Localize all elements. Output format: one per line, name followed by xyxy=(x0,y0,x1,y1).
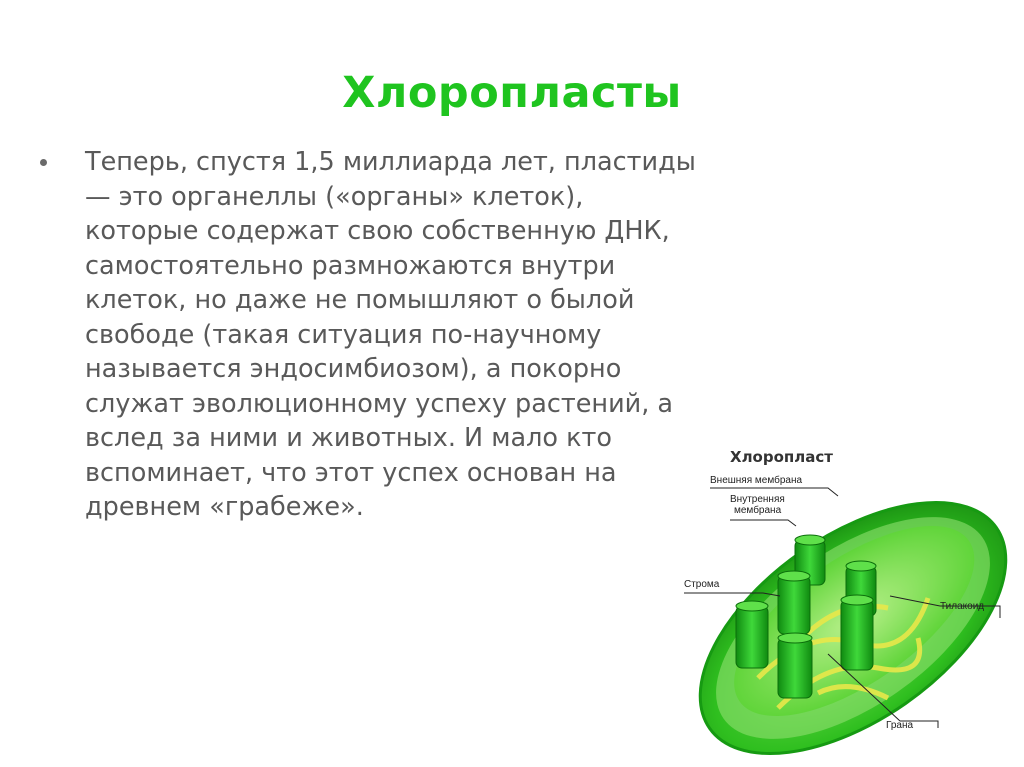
label-thylakoid: Тилакоид xyxy=(940,601,985,612)
label-inner-membrane-2: мембрана xyxy=(734,505,782,516)
bullet-text xyxy=(85,145,696,525)
label-outer-membrane: Внешняя мембрана xyxy=(710,475,803,486)
bullet-line: — это органеллы («органы» клеток), xyxy=(85,181,584,212)
label-inner-membrane-1: Внутренняя xyxy=(730,494,785,505)
bullet-line: свободе (такая ситуация по-научному xyxy=(85,319,602,350)
bullet-line: вслед за ними и животных. И мало кто xyxy=(85,423,612,453)
label-stroma: Строма xyxy=(684,579,720,590)
slide-title: Хлоропласты xyxy=(342,68,682,118)
granum-stack xyxy=(841,595,873,670)
granum-stack xyxy=(778,571,810,634)
bullet-line: вспоминает, что этот успех основан на xyxy=(85,457,617,488)
bullet-line: клеток, но даже не помышляют о былой xyxy=(85,285,635,315)
bullet-line: служат эволюционному успеху растений, а xyxy=(85,388,674,419)
bullet-line: которые содержат свою собственную ДНК, xyxy=(85,216,670,246)
bullet-line: самостоятельно размножаются внутри xyxy=(85,250,616,281)
label-grana: Грана xyxy=(886,720,914,731)
chloroplast-figure xyxy=(668,428,1024,767)
granum-stack xyxy=(736,601,768,668)
granum-stack xyxy=(778,633,812,698)
bullet-line: древнем «грабеже». xyxy=(85,492,364,522)
bullet-line: называется эндосимбиозом), а покорно xyxy=(85,354,622,384)
bullet-dot-icon xyxy=(40,159,47,166)
bullet-line: Теперь, спустя 1,5 миллиарда лет, пластиды xyxy=(85,147,696,177)
figure-title: Хлоропласт xyxy=(730,448,833,466)
